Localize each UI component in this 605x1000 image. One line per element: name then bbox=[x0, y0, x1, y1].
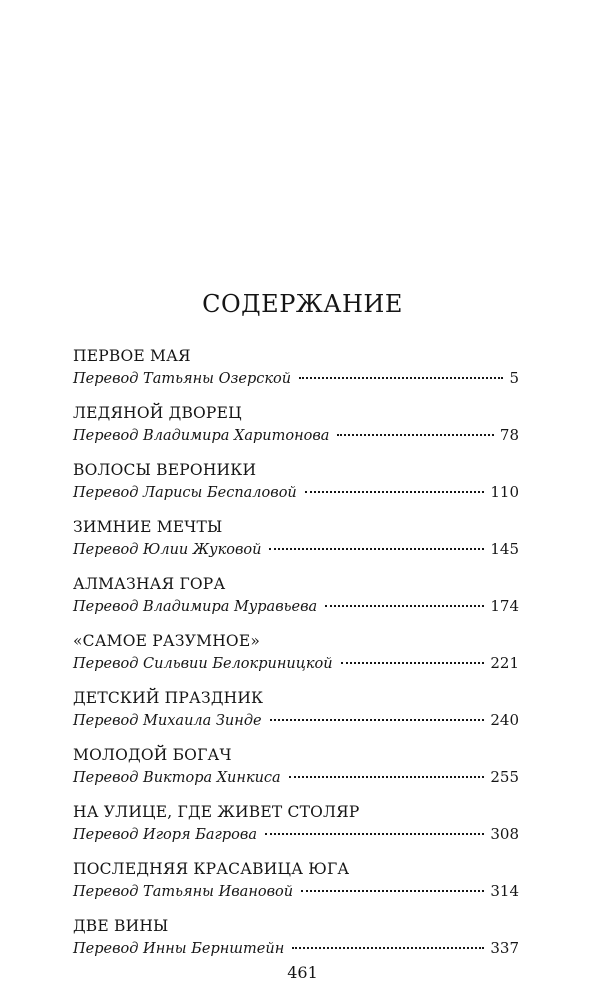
entry-page-number: 240 bbox=[490, 711, 519, 729]
entry-translator: Перевод Татьяны Ивановой bbox=[73, 884, 294, 900]
entry-line bbox=[73, 766, 519, 789]
toc-entry-1 bbox=[73, 345, 519, 402]
entry-page-number: 255 bbox=[490, 768, 519, 786]
dot-leader bbox=[305, 491, 485, 493]
entry-translator: Перевод Виктора Хинкиса bbox=[73, 770, 281, 786]
toc-entry-8 bbox=[73, 744, 519, 801]
entry-line bbox=[73, 880, 519, 903]
entry-translator: Перевод Игоря Багрова bbox=[73, 827, 257, 843]
entry-page-number: 174 bbox=[490, 597, 519, 615]
dot-leader bbox=[289, 776, 485, 778]
toc-heading: СОДЕРЖАНИЕ bbox=[202, 290, 403, 318]
dot-leader bbox=[301, 890, 484, 892]
toc-entry-2 bbox=[73, 402, 519, 459]
page-number: 461 bbox=[287, 963, 318, 982]
entry-title: ПЕРВОЕ МАЯ bbox=[73, 347, 191, 365]
toc-entry-7 bbox=[73, 687, 519, 744]
entry-title: ДЕТСКИЙ ПРАЗДНИК bbox=[73, 689, 264, 707]
dot-leader bbox=[341, 662, 485, 664]
dot-leader bbox=[270, 719, 485, 721]
dot-leader bbox=[292, 947, 484, 949]
entry-page-number: 314 bbox=[490, 882, 519, 900]
dot-leader bbox=[337, 434, 493, 436]
entry-line bbox=[73, 367, 519, 390]
entry-line bbox=[73, 481, 519, 504]
entry-line bbox=[73, 538, 519, 561]
dot-leader bbox=[325, 605, 484, 607]
entry-page-number: 5 bbox=[509, 369, 519, 387]
toc-entry-10 bbox=[73, 858, 519, 915]
entry-translator: Перевод Сильвии Белокриницкой bbox=[73, 656, 333, 672]
entry-line bbox=[73, 424, 519, 447]
entry-title: АЛМАЗНАЯ ГОРА bbox=[73, 575, 226, 593]
toc-entry-4 bbox=[73, 516, 519, 573]
entry-translator: Перевод Владимира Харитонова bbox=[73, 428, 330, 444]
entry-title: «САМОЕ РАЗУМНОЕ» bbox=[73, 632, 261, 650]
dot-leader bbox=[265, 833, 484, 835]
toc-entry-6 bbox=[73, 630, 519, 687]
entry-page-number: 337 bbox=[490, 939, 519, 957]
entry-page-number: 221 bbox=[490, 654, 519, 672]
entry-page-number: 145 bbox=[490, 540, 519, 558]
entry-line bbox=[73, 937, 519, 960]
toc-entry-3 bbox=[73, 459, 519, 516]
entry-line bbox=[73, 595, 519, 618]
toc-entry-5 bbox=[73, 573, 519, 630]
entry-page-number: 308 bbox=[490, 825, 519, 843]
entry-title: ВОЛОСЫ ВЕРОНИКИ bbox=[73, 461, 257, 479]
entry-line bbox=[73, 652, 519, 675]
entry-translator: Перевод Инны Бернштейн bbox=[73, 941, 285, 957]
entry-page-number: 78 bbox=[499, 426, 519, 444]
toc-list bbox=[73, 345, 519, 972]
entry-title: ДВЕ ВИНЫ bbox=[73, 917, 169, 935]
entry-title: МОЛОДОЙ БОГАЧ bbox=[73, 746, 232, 764]
entry-page-number: 110 bbox=[490, 483, 519, 501]
dot-leader bbox=[299, 377, 503, 379]
toc-entry-9 bbox=[73, 801, 519, 858]
entry-title: ПОСЛЕДНЯЯ КРАСАВИЦА ЮГА bbox=[73, 860, 350, 878]
entry-translator: Перевод Михаила Зинде bbox=[73, 713, 262, 729]
entry-translator: Перевод Ларисы Беспаловой bbox=[73, 485, 297, 501]
dot-leader bbox=[269, 548, 484, 550]
entry-translator: Перевод Юлии Жуковой bbox=[73, 542, 262, 558]
entry-line bbox=[73, 709, 519, 732]
entry-translator: Перевод Владимира Муравьева bbox=[73, 599, 318, 615]
entry-title: ЗИМНИЕ МЕЧТЫ bbox=[73, 518, 223, 536]
entry-title: НА УЛИЦЕ, ГДЕ ЖИВЕТ СТОЛЯР bbox=[73, 803, 360, 821]
entry-translator: Перевод Татьяны Озерской bbox=[73, 371, 292, 387]
entry-title: ЛЕДЯНОЙ ДВОРЕЦ bbox=[73, 404, 242, 422]
entry-line bbox=[73, 823, 519, 846]
